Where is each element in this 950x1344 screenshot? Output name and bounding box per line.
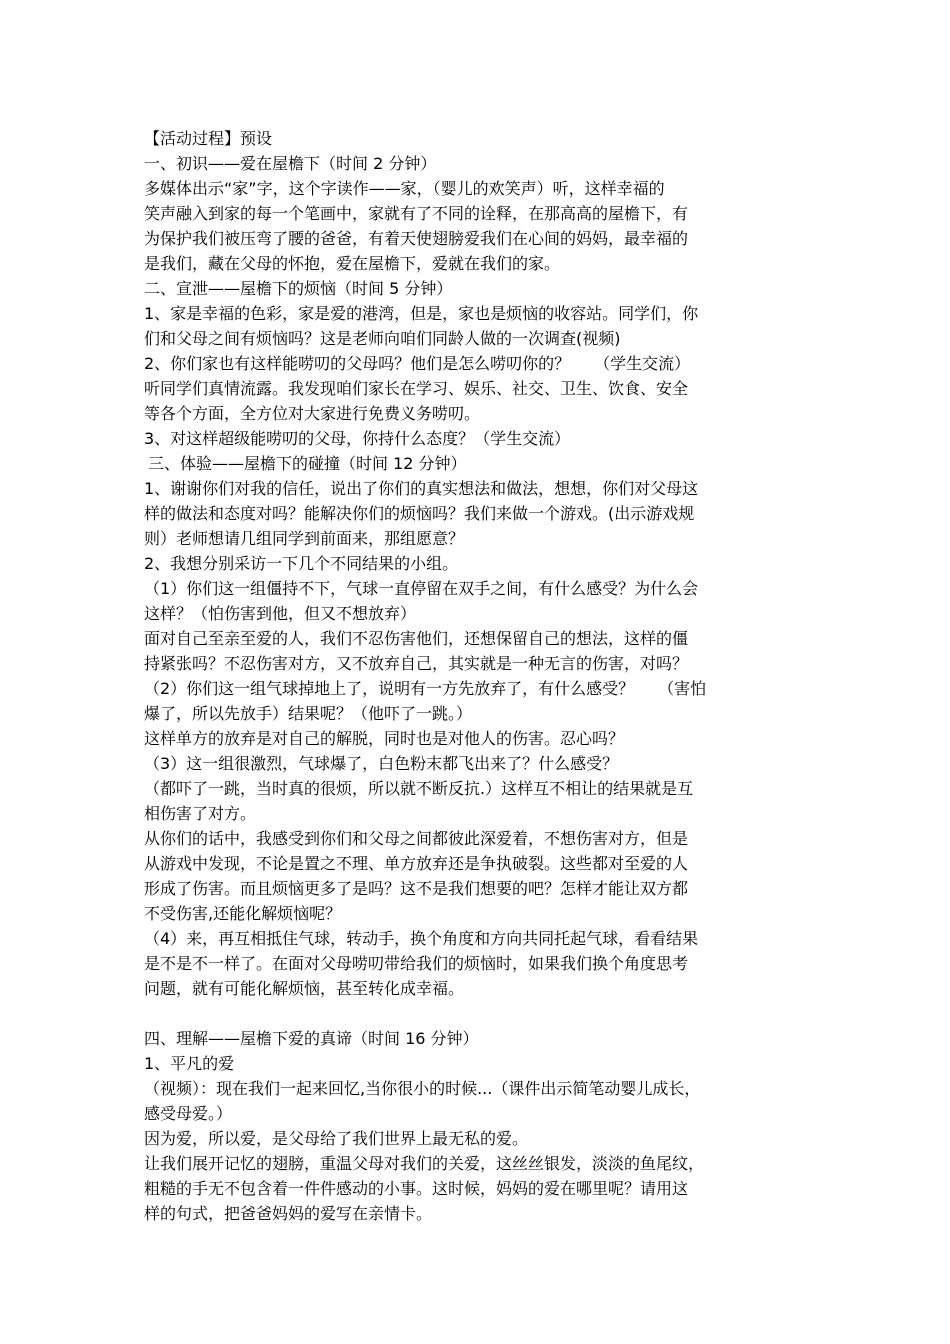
paragraph-line: 3、对这样超级能唠叨的父母，你持什么态度？（学生交流） xyxy=(144,429,571,448)
paragraph-line: 是我们，藏在父母的怀抱，爱在屋檐下，爱就在我们的家。 xyxy=(144,254,561,273)
paragraph-line: 问题，就有可能化解烦恼，甚至转化成幸福。 xyxy=(144,979,465,998)
blank-line xyxy=(144,1001,814,1026)
paragraph-line: 不受伤害,还能化解烦恼呢？ xyxy=(144,904,342,923)
paragraph-line: 笑声融入到家的每一个笔画中，家就有了不同的诠释，在那高高的屋檐下，有 xyxy=(144,204,689,223)
paragraph-line: 2、我想分别采访一下几个不同结果的小组。 xyxy=(144,554,459,573)
paragraph-line: （都吓了一跳，当时真的很烦，所以就不断反抗.）这样互不相让的结果就是互 xyxy=(144,779,694,798)
paragraph-line: 听同学们真情流露。我发现咱们家长在学习、娱乐、社交、卫生、饮食、安全 xyxy=(144,379,689,398)
paragraph-line: 这样？（怕伤害到他，但又不想放弃） xyxy=(144,604,417,623)
section-heading-4: 四、理解——屋檐下爱的真谛（时间 16 分钟） xyxy=(144,1029,479,1048)
paragraph-line: 是不是不一样了。在面对父母唠叨带给我们的烦恼时，如果我们换个角度思考 xyxy=(144,954,689,973)
section-heading-2: 二、宣泄——屋檐下的烦恼（时间 5 分钟） xyxy=(144,279,453,298)
section-heading-3: 三、体验——屋檐下的碰撞（时间 12 分钟） xyxy=(148,454,467,473)
paragraph-line: （2）你们这一组气球掉地上了，说明有一方先放弃了，有什么感受？ （害怕 xyxy=(144,679,707,698)
paragraph-line: 感受母爱。） xyxy=(144,1104,233,1123)
paragraph-line: 因为爱，所以爱，是父母给了我们世界上最无私的爱。 xyxy=(144,1129,529,1148)
paragraph-line: 1、家是幸福的色彩，家是爱的港湾，但是，家也是烦恼的收容站。同学们，你 xyxy=(144,304,699,323)
paragraph-line: 粗糙的手无不包含着一件件感动的小事。这时候，妈妈的爱在哪里呢？请用这 xyxy=(144,1179,689,1198)
paragraph-line: 面对自己至亲至爱的人，我们不忍伤害他们，还想保留自己的想法，这样的僵 xyxy=(144,629,689,648)
subheading-ordinary-love: 1、平凡的爱 xyxy=(144,1054,235,1073)
paragraph-line: 1、谢谢你们对我的信任，说出了你们的真实想法和做法，想想，你们对父母这 xyxy=(144,479,699,498)
paragraph-line: 从游戏中发现，不论是置之不理、单方放弃还是争执破裂。这些都对至爱的人 xyxy=(144,854,689,873)
paragraph-line: 等各个方面，全方位对大家进行免费义务唠叨。 xyxy=(144,404,481,423)
paragraph-line: （4）来，再互相抵住气球，转动手，换个角度和方向共同托起气球，看看结果 xyxy=(144,929,699,948)
paragraph-line: （视频）：现在我们一起来回忆,当你很小的时候...（课件出示简笔动婴儿成长， xyxy=(144,1079,701,1098)
paragraph-line: 样的做法和态度对吗？能解决你们的烦恼吗？我们来做一个游戏。(出示游戏规 xyxy=(144,504,695,523)
paragraph-line: 持紧张吗？不忍伤害对方，又不放弃自己，其实就是一种无言的伤害，对吗？ xyxy=(144,654,689,673)
paragraph-line: 则）老师想请几组同学到前面来，那组愿意？ xyxy=(144,529,465,548)
paragraph-line: 相伤害了对方。 xyxy=(144,804,257,823)
paragraph-line: 形成了伤害。而且烦恼更多了是吗？这不是我们想要的吧？怎样才能让双方都 xyxy=(144,879,689,898)
paragraph-line: 爆了，所以先放手）结果呢？（他吓了一跳。） xyxy=(144,704,473,723)
paragraph-line: 这样单方的放弃是对自己的解脱，同时也是对他人的伤害。忍心吗？ xyxy=(144,729,625,748)
paragraph-line: （1）你们这一组僵持不下，气球一直停留在双手之间，有什么感受？为什么会 xyxy=(144,579,699,598)
paragraph-line: 为保护我们被压弯了腰的爸爸，有着天使翅膀爱我们在心间的妈妈，最幸福的 xyxy=(144,229,689,248)
paragraph-line: 样的句式，把爸爸妈妈的爱写在亲情卡。 xyxy=(144,1204,433,1223)
document-body xyxy=(144,126,814,1226)
paragraph-line: 2、你们家也有这样能唠叨的父母吗？他们是怎么唠叨你的？ （学生交流） xyxy=(144,354,691,373)
paragraph-line: 多媒体出示“家”字，这个字读作——家，（婴儿的欢笑声）听，这样幸福的 xyxy=(144,179,665,198)
paragraph-line: 们和父母之间有烦恼吗？这是老师向咱们同龄人做的一次调查(视频) xyxy=(144,329,621,348)
section-heading-1: 一、初识——爱在屋檐下（时间 2 分钟） xyxy=(144,154,437,173)
paragraph-line: 从你们的话中，我感受到你们和父母之间都彼此深爱着，不想伤害对方，但是 xyxy=(144,829,689,848)
paragraph-line: （3）这一组很激烈，气球爆了，白色粉末都飞出来了？什么感受？ xyxy=(144,754,619,773)
paragraph-line: 让我们展开记忆的翅膀，重温父母对我们的关爱，这丝丝银发，淡淡的鱼尾纹， xyxy=(144,1154,705,1173)
section-heading-process: 【活动过程】预设 xyxy=(144,129,273,148)
